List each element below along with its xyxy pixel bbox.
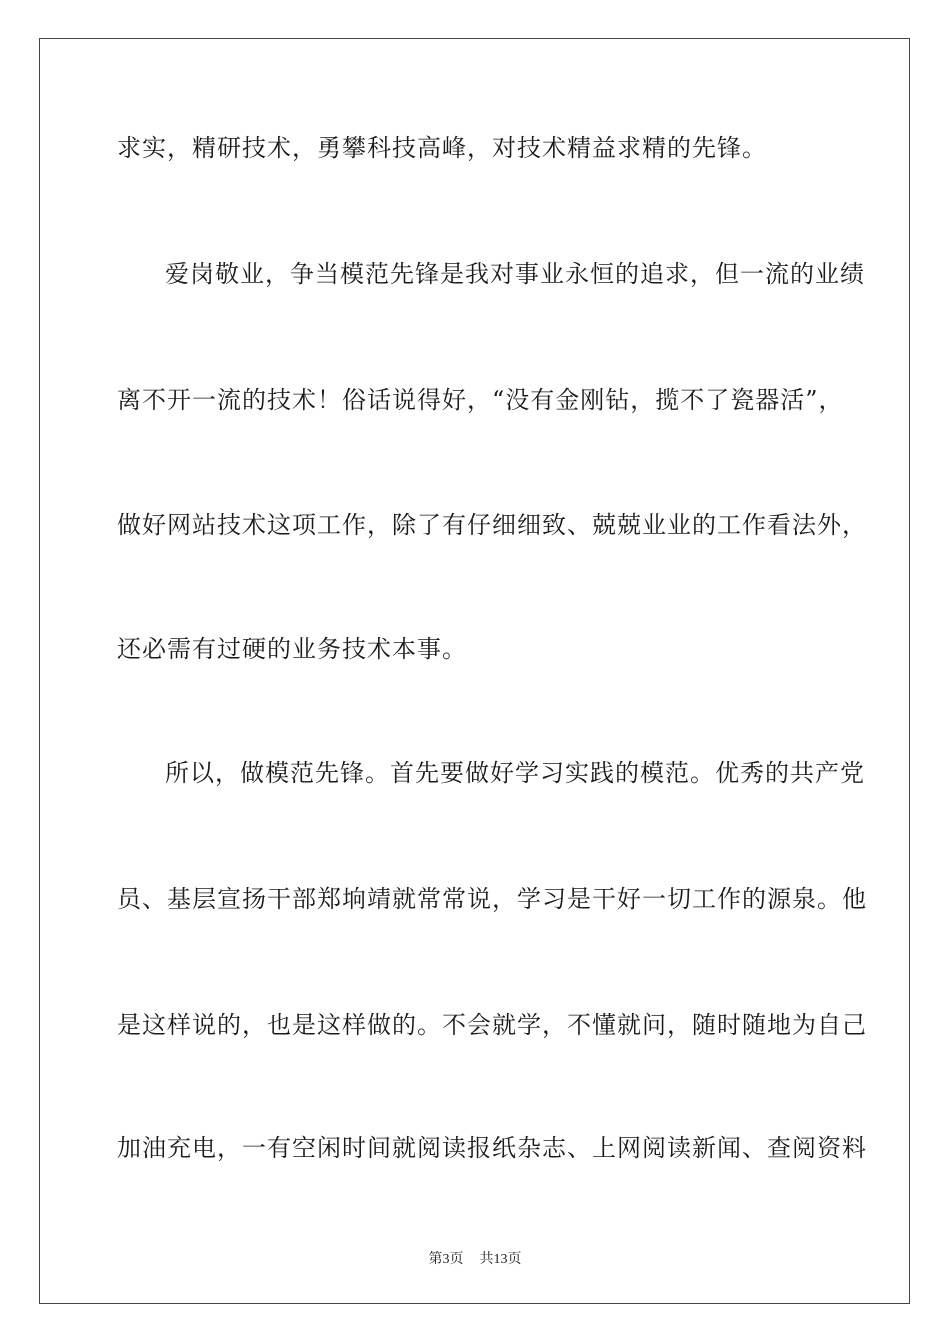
text-line: 爱岗敬业，争当模范先锋是我对事业永恒的追求，但一流的业绩 xyxy=(165,260,865,288)
text-line: 加油充电，一有空闲时间就阅读报纸杂志、上网阅读新闻、查阅资料 xyxy=(117,1134,867,1162)
text-line: 求实，精研技术，勇攀科技高峰，对技术精益求精的先锋。 xyxy=(117,134,767,162)
text-line: 还必需有过硬的业务技术本事。 xyxy=(117,635,467,663)
page-footer xyxy=(0,1248,950,1268)
page-number: 第3页 xyxy=(428,1252,464,1267)
text-line: 离不开一流的技术！俗话说得好，“没有金刚钻，揽不了瓷器活”， xyxy=(117,386,844,414)
text-line: 所以，做模范先锋。首先要做好学习实践的模范。优秀的共产党 xyxy=(165,759,865,787)
page-border xyxy=(39,38,910,1304)
text-line: 做好网站技术这项工作，除了有仔细细致、兢兢业业的工作看法外， xyxy=(117,511,867,539)
text-line: 员、基层宣扬干部郑垧靖就常常说，学习是干好一切工作的源泉。他 xyxy=(117,885,867,913)
page-total: 共13页 xyxy=(479,1252,522,1267)
text-line: 是这样说的，也是这样做的。不会就学，不懂就问，随时随地为自己 xyxy=(117,1011,867,1039)
